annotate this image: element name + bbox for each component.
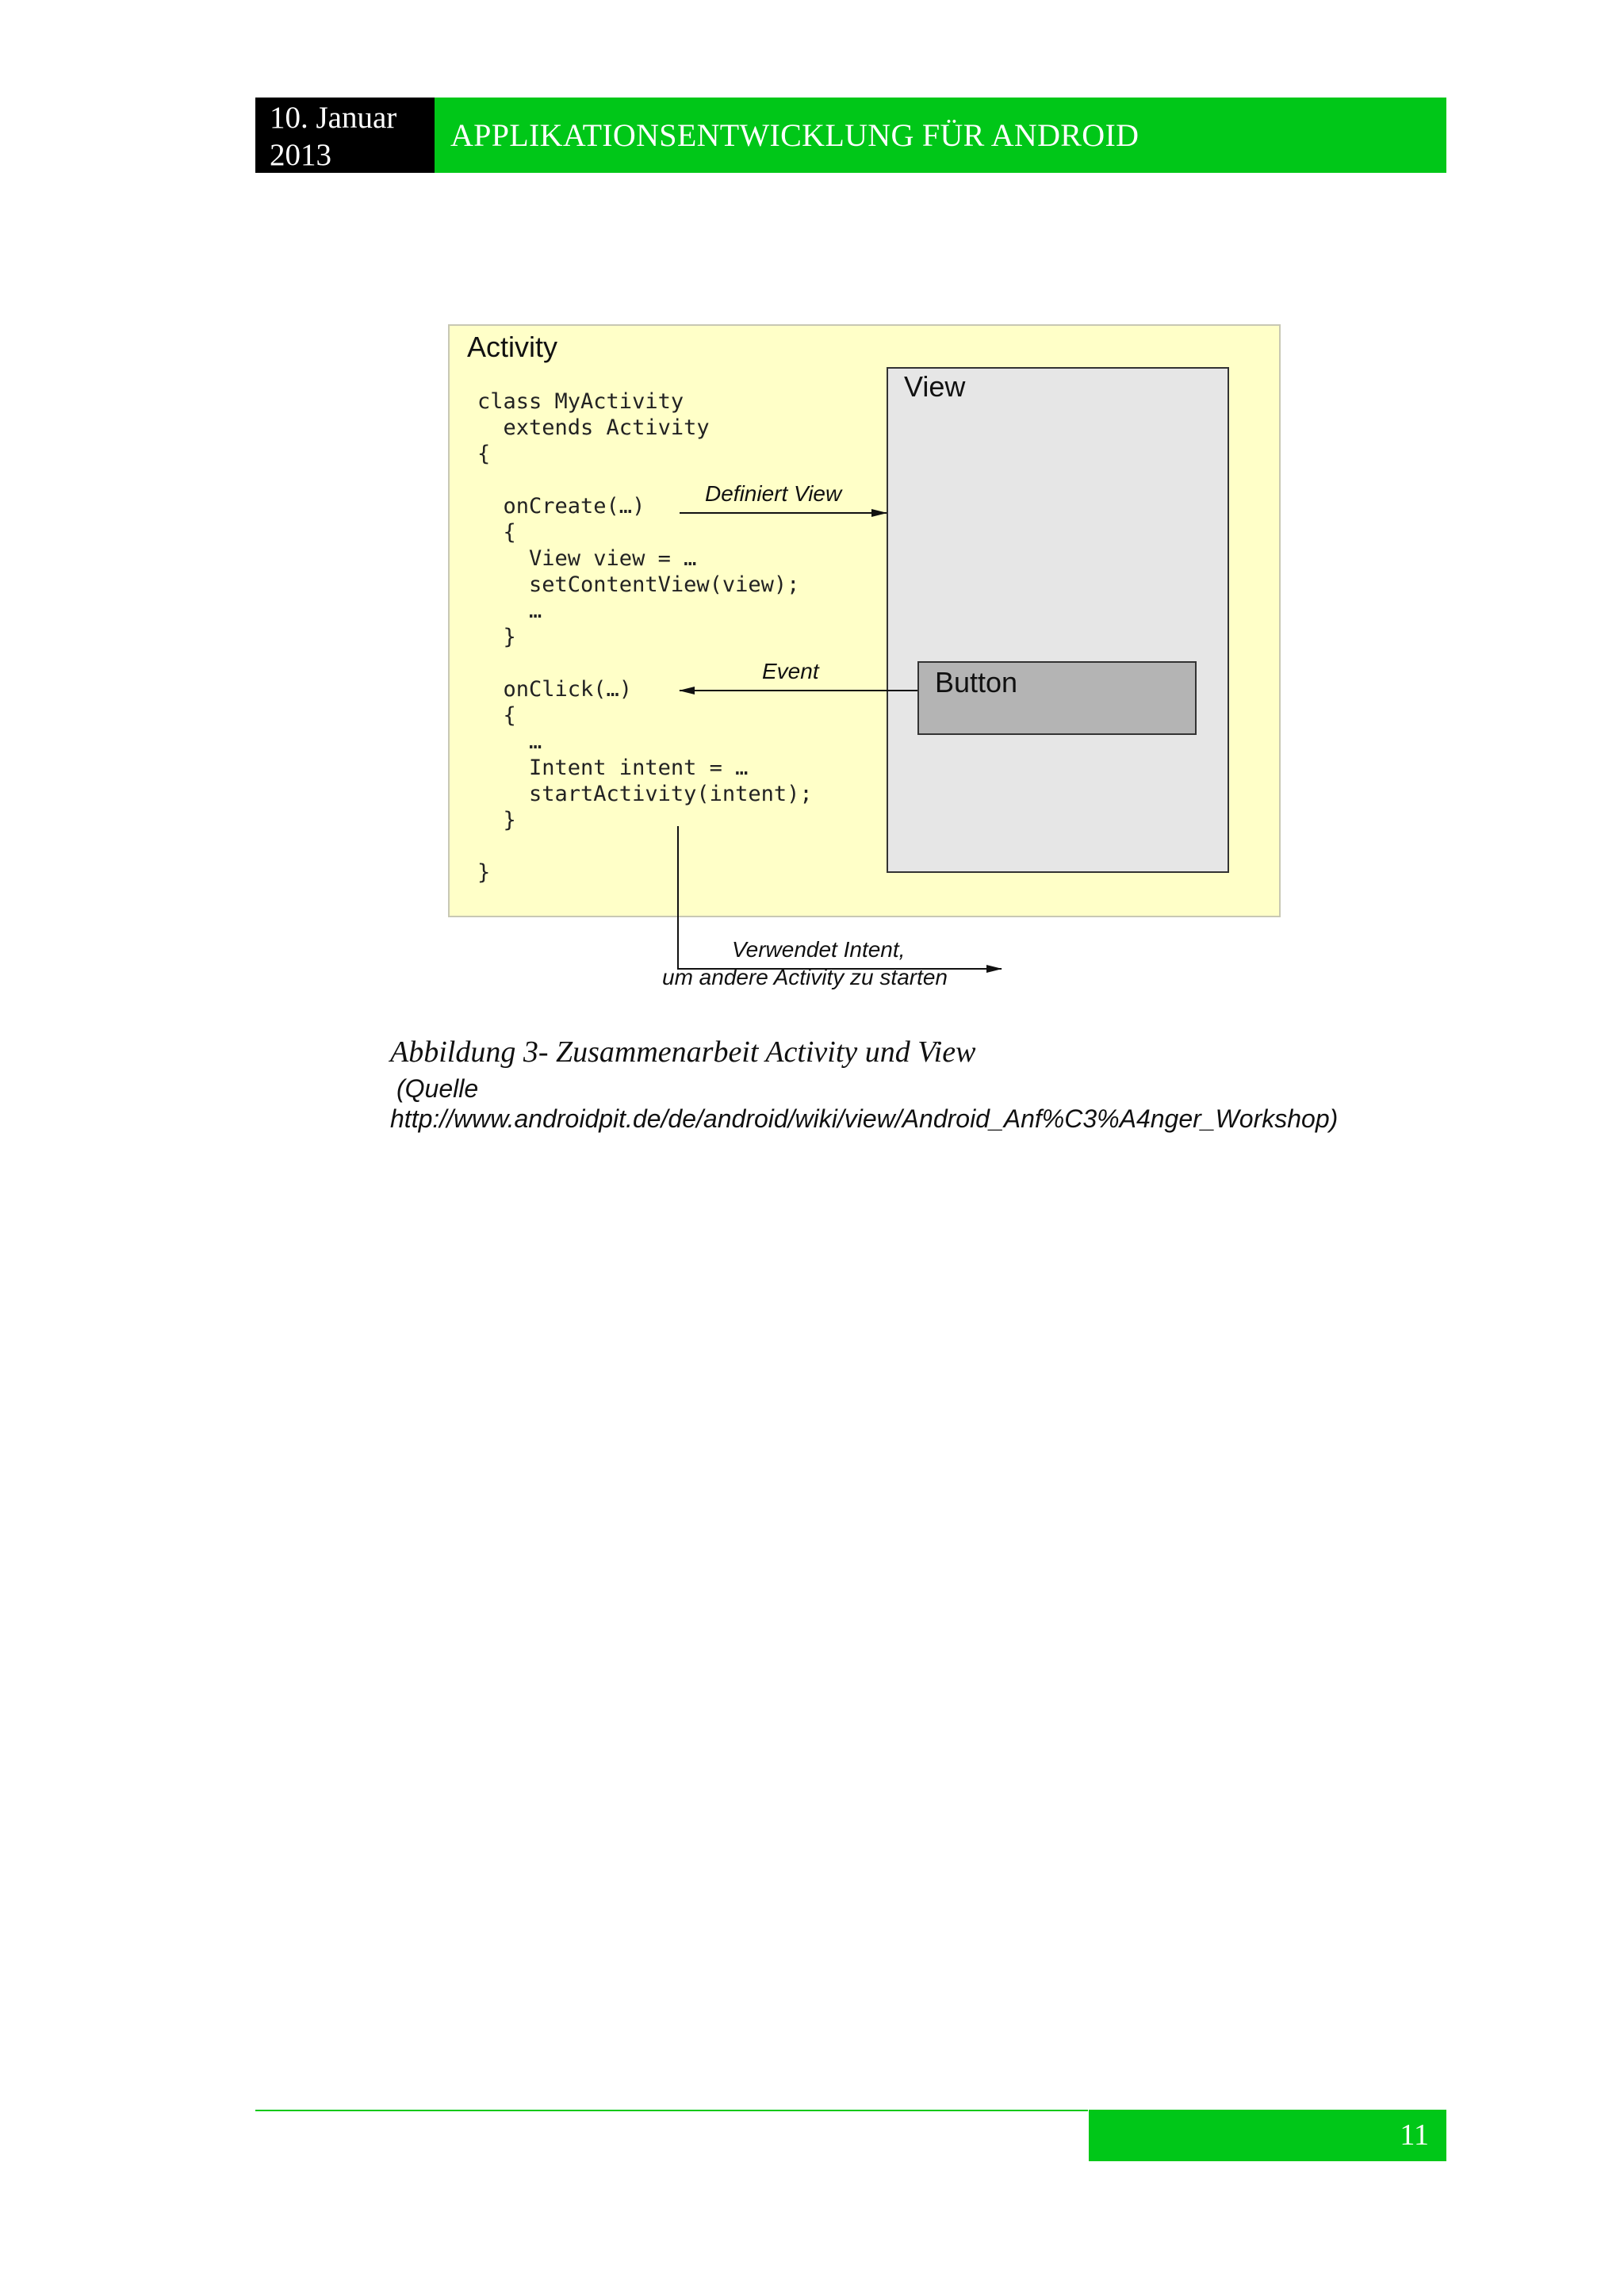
code-line: } [477, 860, 491, 885]
activity-title: Activity [467, 331, 558, 363]
code-line: { [477, 520, 516, 545]
code-line: Intent intent = … [477, 756, 749, 780]
code-line: { [477, 442, 491, 466]
code-line: … [477, 729, 542, 754]
figure-source-url: http://www.androidpit.de/de/android/wiki/view/Android_Anf%C3%A4nger_Workshop) [390, 1104, 1339, 1133]
diagram-arrows [446, 323, 1287, 997]
code-line: extends Activity [477, 415, 710, 440]
code-line: class MyActivity [477, 389, 684, 414]
code-line: … [477, 599, 542, 623]
code-line: } [477, 625, 516, 649]
footer-rule [255, 2110, 1088, 2111]
header-title: APPLIKATIONSENTWICKLUNG FÜR ANDROID [435, 98, 1446, 173]
header-date [255, 98, 435, 173]
code-line: startActivity(intent); [477, 782, 813, 806]
figure-caption: Abbildung 3- Zusammenarbeit Activity und View [390, 1035, 976, 1069]
activity-view-diagram [446, 323, 1287, 997]
event-label: Event [762, 659, 819, 683]
header-date-line2: 2013 [270, 138, 331, 172]
page-number: 11 [1089, 2110, 1446, 2161]
define-view-label: Definiert View [705, 481, 842, 506]
code-line: onClick(…) [477, 677, 633, 702]
intent-label-line2: um andere Activity zu starten [662, 965, 948, 989]
code-line: View view = … [477, 546, 697, 571]
code-line: onCreate(…) [477, 494, 645, 519]
code-line: setContentView(view); [477, 572, 800, 597]
code-line: } [477, 808, 516, 832]
code-line: { [477, 703, 516, 728]
button-label: Button [935, 666, 1018, 698]
view-title: View [904, 370, 966, 403]
header-date-line1: 10. Januar [270, 101, 397, 135]
figure-source-label: (Quelle [396, 1074, 479, 1103]
intent-label-line1: Verwendet Intent, [732, 937, 906, 962]
